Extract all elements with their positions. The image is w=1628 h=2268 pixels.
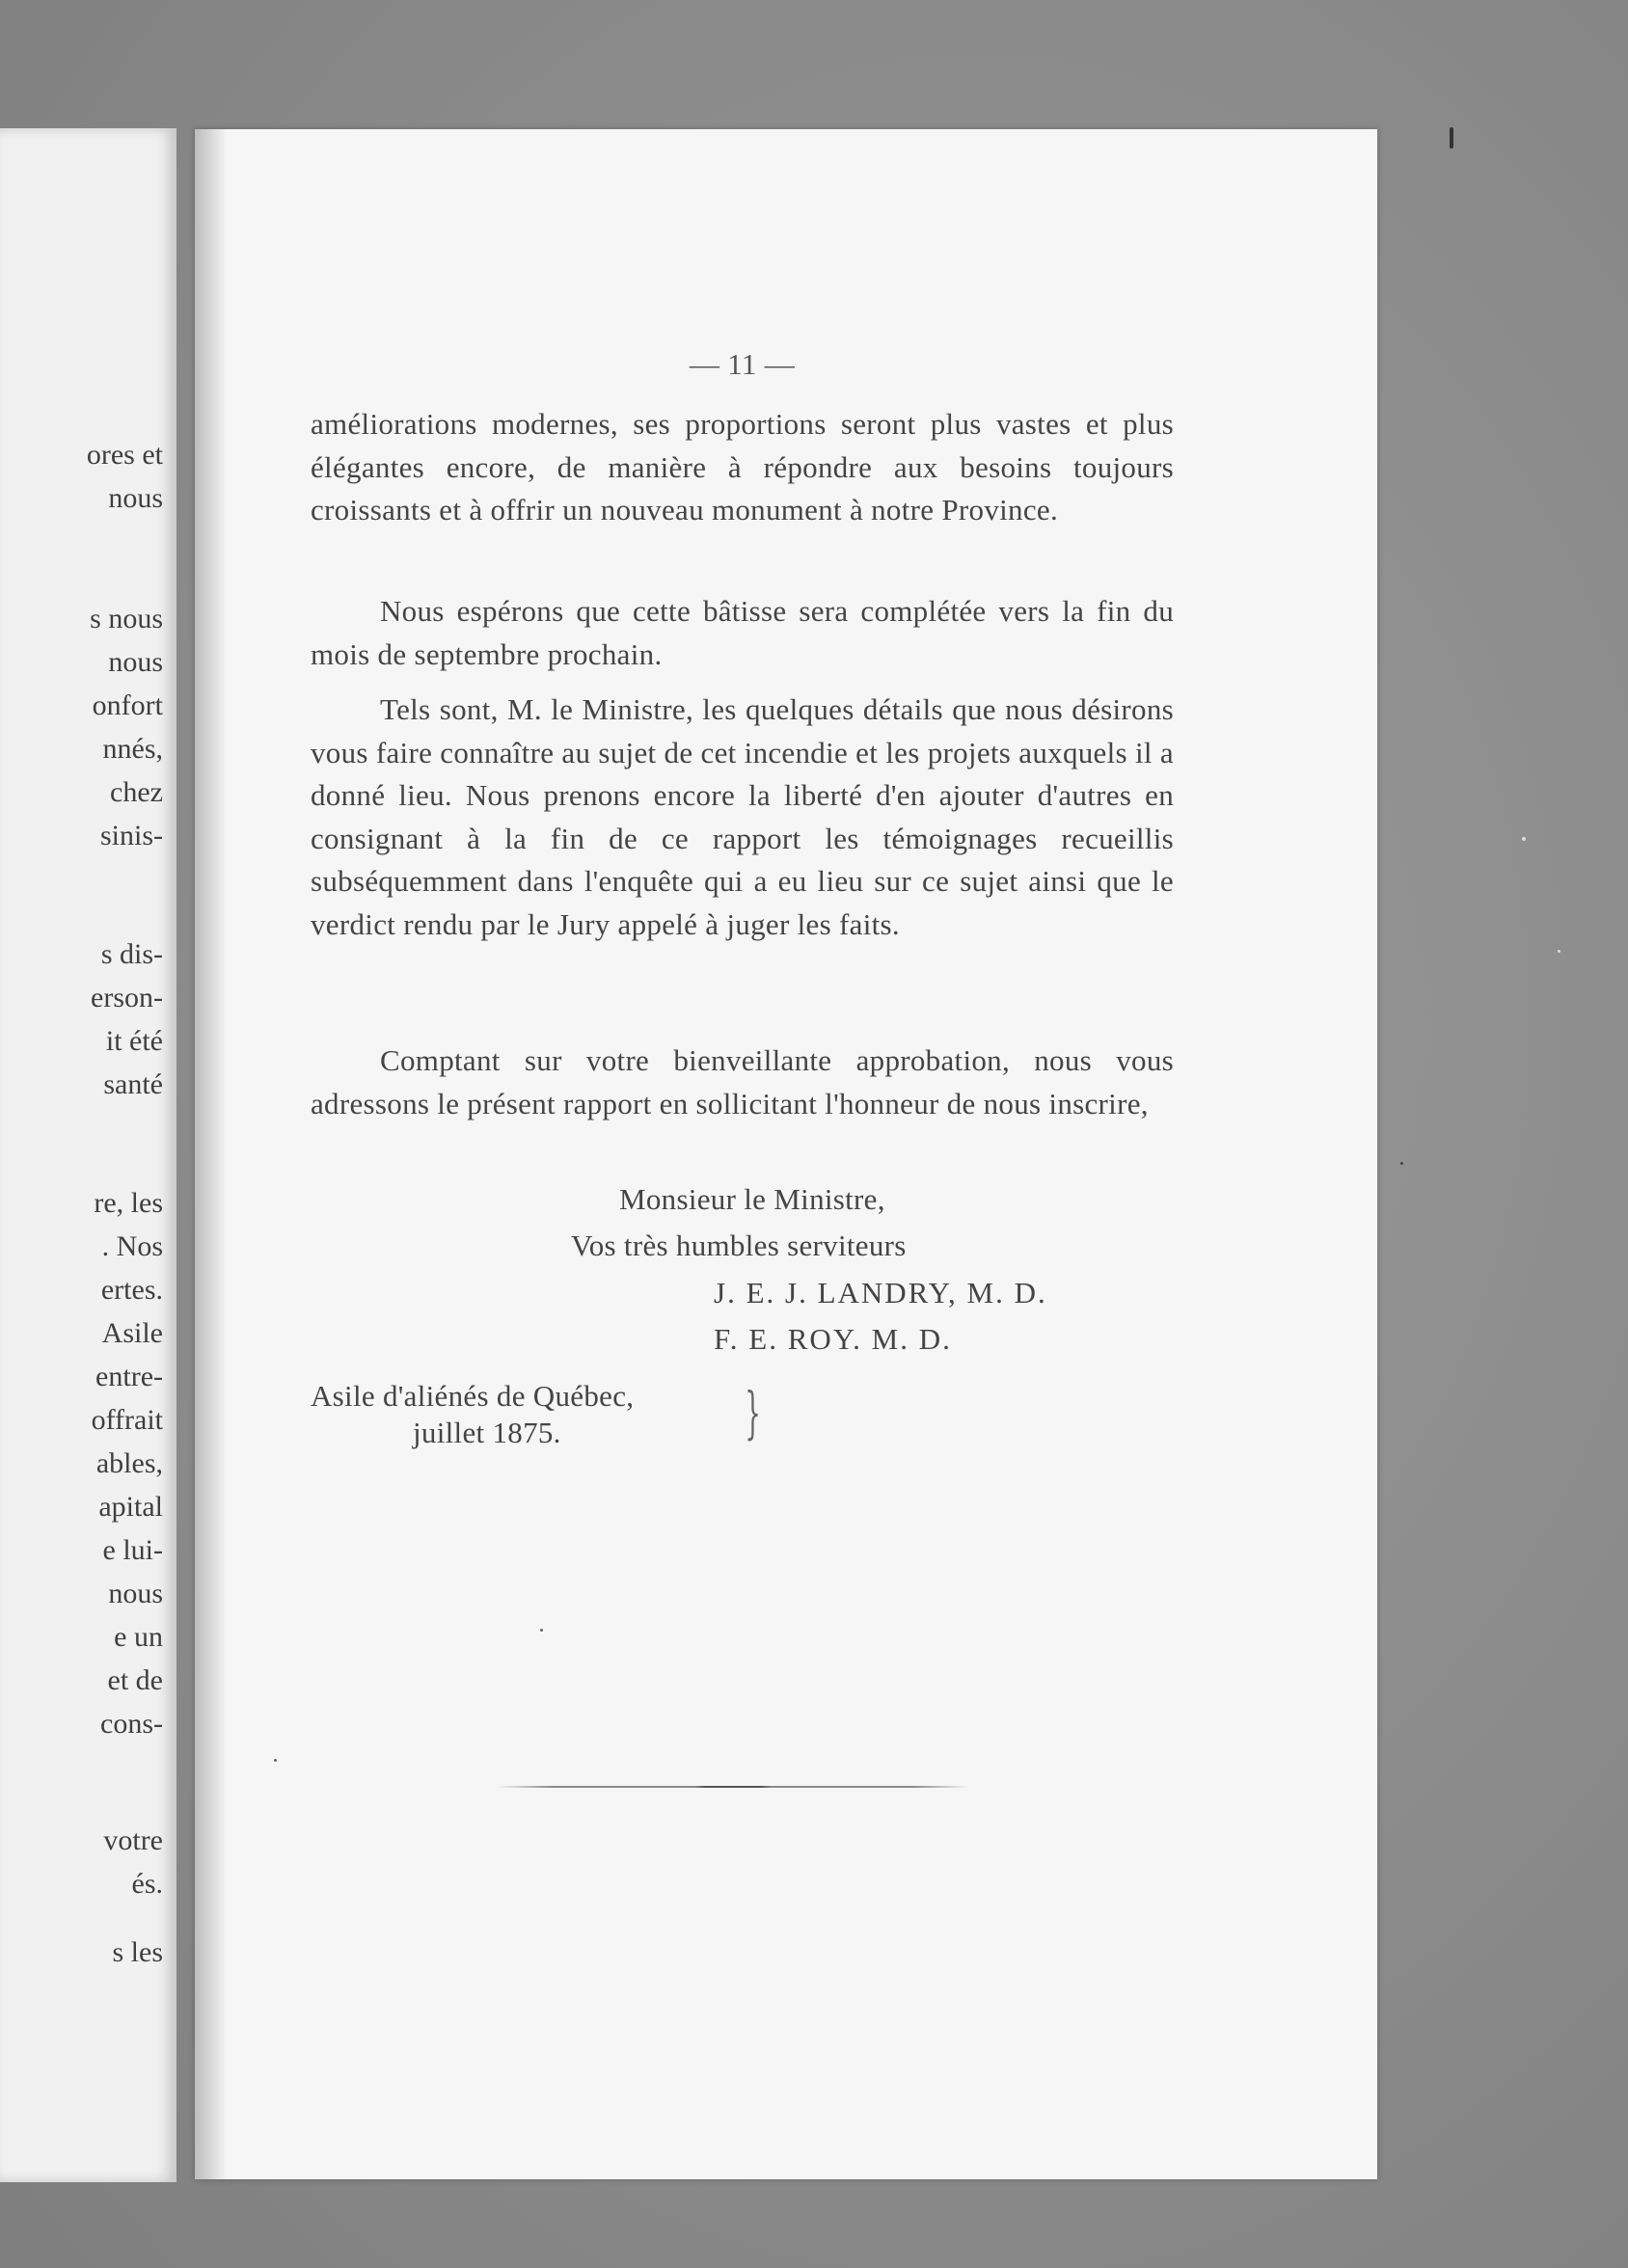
- closing-salutation: Monsieur le Ministre,: [619, 1182, 885, 1216]
- facing-page-line: santé: [103, 1067, 163, 1100]
- facing-page-line: chez: [110, 775, 163, 808]
- page-gutter-shadow: [195, 129, 228, 2179]
- paragraph-3: Tels sont, M. le Ministre, les quelques détails que nous désirons vous faire connaître au sujet de cet incendie et les projets auxquels il a donné lieu. Nous prenons encore la liberté d'en ajouter d'autres en consignant à la fin de ce rapport les témoignages recueillis subséquemment dans l'enquête qui a eu lieu sur ce sujet ainsi que le verdict rendu par le Jury appelé à juger les faits.: [311, 692, 1174, 941]
- facing-page-line: it été: [105, 1024, 163, 1057]
- facing-page-line: cons-: [100, 1707, 163, 1740]
- paragraph-1: améliorations modernes, ses proportions seront plus vastes et plus élégantes encore, de manière à répondre aux besoins toujours croissants et à offrir un nouveau monument à notre Province.: [311, 407, 1174, 526]
- scan-speck: [1558, 950, 1560, 953]
- paragraph-2: Nous espérons que cette bâtisse sera complétée vers la fin du mois de septembre prochain.: [311, 594, 1174, 671]
- facing-page-line: ores et: [86, 439, 163, 471]
- facing-page-line: Asile: [101, 1316, 163, 1349]
- facing-page-line: ertes.: [100, 1273, 163, 1306]
- facing-page-line: entre-: [95, 1360, 163, 1392]
- facing-page-line: apital: [98, 1490, 163, 1523]
- facing-page-line: nous: [108, 482, 163, 514]
- facing-page-line: s nous: [90, 602, 163, 634]
- facing-page-line: nous: [108, 1577, 163, 1609]
- facing-page-line: et de: [107, 1663, 163, 1696]
- brace-glyph: }: [745, 1380, 761, 1445]
- scan-speck: [1400, 1162, 1403, 1165]
- paragraph-4: Comptant sur votre bienveillante approbation, nous vous adressons le présent rapport en sollicitant l'honneur de nous inscrire,: [311, 1043, 1174, 1120]
- facing-page-line: offrait: [91, 1403, 163, 1436]
- facing-page-line: s dis-: [100, 937, 163, 970]
- page-number: — 11 —: [689, 347, 796, 381]
- facing-page-line: e un: [114, 1620, 163, 1653]
- facing-page-line: . Nos: [101, 1229, 163, 1262]
- facing-page-line: re, les: [94, 1186, 163, 1219]
- signatory-landry: J. E. J. LANDRY, M. D.: [714, 1276, 1047, 1310]
- print-speck: [274, 1759, 277, 1762]
- print-speck: [540, 1629, 543, 1632]
- facing-page-line: nous: [108, 645, 163, 678]
- closing-servants: Vos très humbles serviteurs: [571, 1228, 907, 1262]
- facing-page-line: onfort: [92, 688, 163, 721]
- document-page: [195, 129, 1377, 2179]
- facing-page-line: nnés,: [102, 732, 163, 765]
- facing-page-left: [0, 128, 176, 2182]
- place-date-block: [311, 1377, 889, 1464]
- scan-mark: [1450, 127, 1453, 148]
- facing-page-line: sinis-: [99, 819, 163, 851]
- facing-page-line: e lui-: [102, 1533, 163, 1566]
- facing-page-line: s les: [112, 1935, 163, 1968]
- facing-page-line: és.: [131, 1868, 163, 1900]
- signatory-roy: F. E. ROY. M. D.: [714, 1322, 952, 1356]
- ornamental-rule: [497, 1786, 969, 1788]
- facing-page-line: erson-: [91, 981, 163, 1013]
- scan-speck: [1522, 837, 1526, 841]
- date-line: juillet 1875.: [413, 1416, 561, 1449]
- facing-page-line: ables,: [95, 1446, 163, 1479]
- place-line: Asile d'aliénés de Québec,: [311, 1379, 635, 1413]
- facing-page-line: votre: [103, 1824, 163, 1856]
